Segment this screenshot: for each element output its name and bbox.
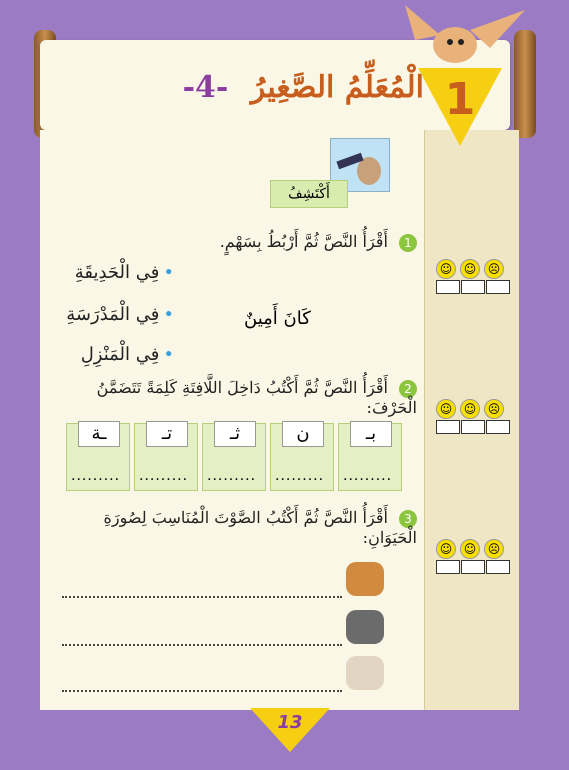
blank: .........	[275, 468, 325, 484]
title-number: -4-	[182, 70, 229, 105]
sad-face-icon: ☹	[484, 539, 504, 559]
blank: .........	[71, 468, 121, 484]
option-3[interactable]: •فِي الْمَنْزِلِ	[80, 344, 174, 365]
unit-badge-number: 1	[444, 74, 476, 125]
self-eval-2[interactable]	[436, 398, 516, 438]
letter: ـة	[78, 421, 120, 447]
question-text: أَقْرَأُ النَّصَّ ثُمَّ أَرْبُطُ بِسَهْمٍ.	[219, 232, 388, 251]
letter-card[interactable]	[134, 423, 198, 491]
letter: ن	[282, 421, 324, 447]
question-text: أَقْرَأُ النَّصَّ ثُمَّ أَكْتُبُ دَاخِلَ اللَّافِتَةِ كَلِمَةً تَتَضَمَّنُ الْحَرْفَ:	[96, 378, 417, 417]
dog-icon	[346, 562, 384, 596]
neutral-face-icon: ☺	[460, 539, 480, 559]
discover-label: أَكْتَشِفُ	[270, 180, 348, 208]
sad-face-icon: ☹	[484, 259, 504, 279]
question-number: 1	[399, 234, 417, 252]
letter: بـ	[350, 421, 392, 447]
question-3	[47, 508, 417, 547]
happy-face-icon: ☺	[436, 539, 456, 559]
title-text: الْمُعَلِّمُ الصَّغِيرُ	[250, 70, 424, 105]
sheep-icon	[346, 656, 384, 690]
sad-face-icon: ☹	[484, 399, 504, 419]
letter: تـ	[146, 421, 188, 447]
letter-card[interactable]	[338, 423, 402, 491]
blank: .........	[207, 468, 257, 484]
neutral-face-icon: ☺	[460, 259, 480, 279]
cat-icon	[346, 610, 384, 644]
page-number: 13	[277, 712, 303, 733]
answer-line[interactable]	[62, 596, 342, 598]
page-title	[183, 70, 424, 105]
question-number: 2	[399, 380, 417, 398]
self-eval-3[interactable]	[436, 538, 516, 578]
self-eval-1[interactable]	[436, 258, 516, 298]
letter-card[interactable]	[270, 423, 334, 491]
question-1	[220, 232, 417, 252]
question-text: أَقْرَأُ النَّصَّ ثُمَّ أَكْتُبُ الصَّوْتَ الْمُنَاسِبَ لِصُورَةِ الْحَيَوَانِ:	[103, 508, 417, 547]
rabbit-mascot-icon	[395, 0, 535, 80]
happy-face-icon: ☺	[436, 399, 456, 419]
question-number: 3	[399, 510, 417, 528]
question-2	[47, 378, 417, 417]
happy-face-icon: ☺	[436, 259, 456, 279]
blank: .........	[139, 468, 189, 484]
letter-card[interactable]	[66, 423, 130, 491]
letter-card[interactable]	[202, 423, 266, 491]
blank: .........	[343, 468, 393, 484]
answer-line[interactable]	[62, 690, 342, 692]
letter: ثـ	[214, 421, 256, 447]
option-1[interactable]: •فِي الْحَدِيقَةِ	[74, 262, 174, 283]
answer-line[interactable]	[62, 644, 342, 646]
sentence-start: كَانَ أَمِينٌ	[244, 308, 311, 329]
neutral-face-icon: ☺	[460, 399, 480, 419]
option-2[interactable]: •فِي الْمَدْرَسَةِ	[66, 304, 174, 325]
